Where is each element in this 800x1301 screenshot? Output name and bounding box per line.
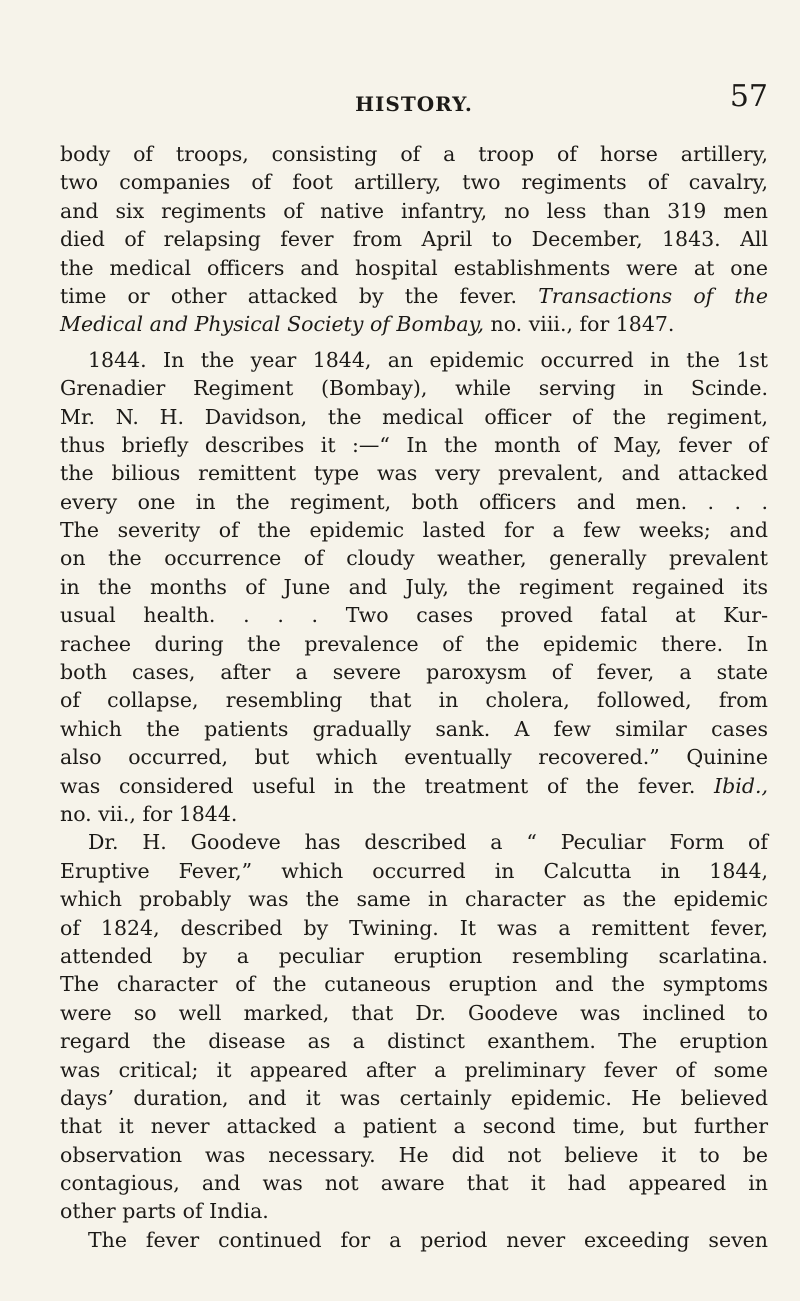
citation-title: Transactions of the (538, 283, 769, 308)
text-line: Eruptive Fever,” which occurred in Calcutta in 1844, (60, 858, 768, 883)
text-line: the bilious remittent type was very prevalent, and attacked (60, 461, 768, 486)
text-line: also occurred, but which eventually recovered.” Quinine (60, 745, 768, 770)
text-line: days’ duration, and it was certainly epidemic. He believed (60, 1085, 768, 1110)
text-line: body of troops, consisting of a troop of horse artillery, (60, 142, 768, 166)
text-line: Mr. N. H. Davidson, the medical officer of the regiment, (60, 404, 768, 429)
text-line: The severity of the epidemic lasted for a few weeks; and (60, 518, 768, 543)
text-line: on the occurrence of cloudy weather, generally prevalent (60, 546, 768, 571)
text-line: two companies of foot artillery, two regiments of cavalry, (60, 170, 768, 195)
text-line: of 1824, described by Twining. It was a remittent fever, (60, 915, 768, 940)
text-segment: time or other attacked by the fever. (60, 283, 518, 308)
text-line: usual health. . . . Two cases proved fatal at Kur- (60, 603, 768, 628)
text-segment: was considered useful in the treatment of the fever. (60, 773, 696, 798)
citation-ibid: Ibid., (714, 773, 768, 798)
text-line: other parts of India. (60, 1199, 269, 1224)
text-line: attended by a peculiar eruption resembling scarlatina. (60, 943, 768, 968)
text-line: contagious, and was not aware that it had appeared in (60, 1171, 768, 1196)
text-line: no. vii., for 1844. (60, 801, 238, 826)
text-line: 1844. In the year 1844, an epidemic occurred in the 1st (88, 347, 768, 372)
text-line (60, 282, 768, 310)
text-line: The fever continued for a period never exceeding seven (88, 1227, 768, 1252)
text-line: observation was necessary. He did not believe it to be (60, 1142, 768, 1167)
citation-title: Medical and Physical Society of Bombay, (60, 312, 484, 337)
running-head-title: HISTORY. (355, 92, 473, 116)
text-line: that it never attacked a patient a second time, but further (60, 1114, 768, 1139)
text-line: was critical; it appeared after a preliminary fever of some (60, 1057, 768, 1082)
text-line: The character of the cutaneous eruption and the symptoms (60, 972, 768, 997)
text-line: both cases, after a severe paroxysm of fever, a state (60, 660, 768, 685)
text-line: every one in the regiment, both officers and men. . . . (60, 489, 768, 514)
text-line: of collapse, resembling that in cholera, followed, from (60, 688, 768, 713)
text-line: and six regiments of native infantry, no less than 319 men (60, 198, 768, 223)
text-line: rachee during the prevalence of the epidemic there. In (60, 631, 768, 656)
text-line (60, 310, 768, 338)
text-line: the medical officers and hospital establishments were at one (60, 255, 768, 280)
running-head (60, 79, 768, 128)
text-line: died of relapsing fever from April to December, 1843. All (60, 227, 768, 252)
text-line: were so well marked, that Dr. Goodeve was inclined to (60, 1000, 768, 1025)
text-line: Dr. H. Goodeve has described a “ Peculiar Form of (88, 830, 768, 855)
text-segment: no. viii., for 1847. (483, 312, 675, 337)
text-line: regard the disease as a distinct exanthem. The eruption (60, 1029, 768, 1054)
text-line: Grenadier Regiment (Bombay), while serving in Scinde. (60, 376, 768, 401)
text-line: which probably was the same in character as the epidemic (60, 887, 768, 912)
page-number: 57 (729, 79, 768, 114)
text-line: in the months of June and July, the regiment regained its (60, 574, 768, 599)
text-line: which the patients gradually sank. A few similar cases (60, 716, 768, 741)
text-line: thus briefly describes it :—“ In the month of May, fever of (60, 432, 768, 457)
body-text (60, 140, 768, 1254)
text-line (60, 772, 768, 800)
